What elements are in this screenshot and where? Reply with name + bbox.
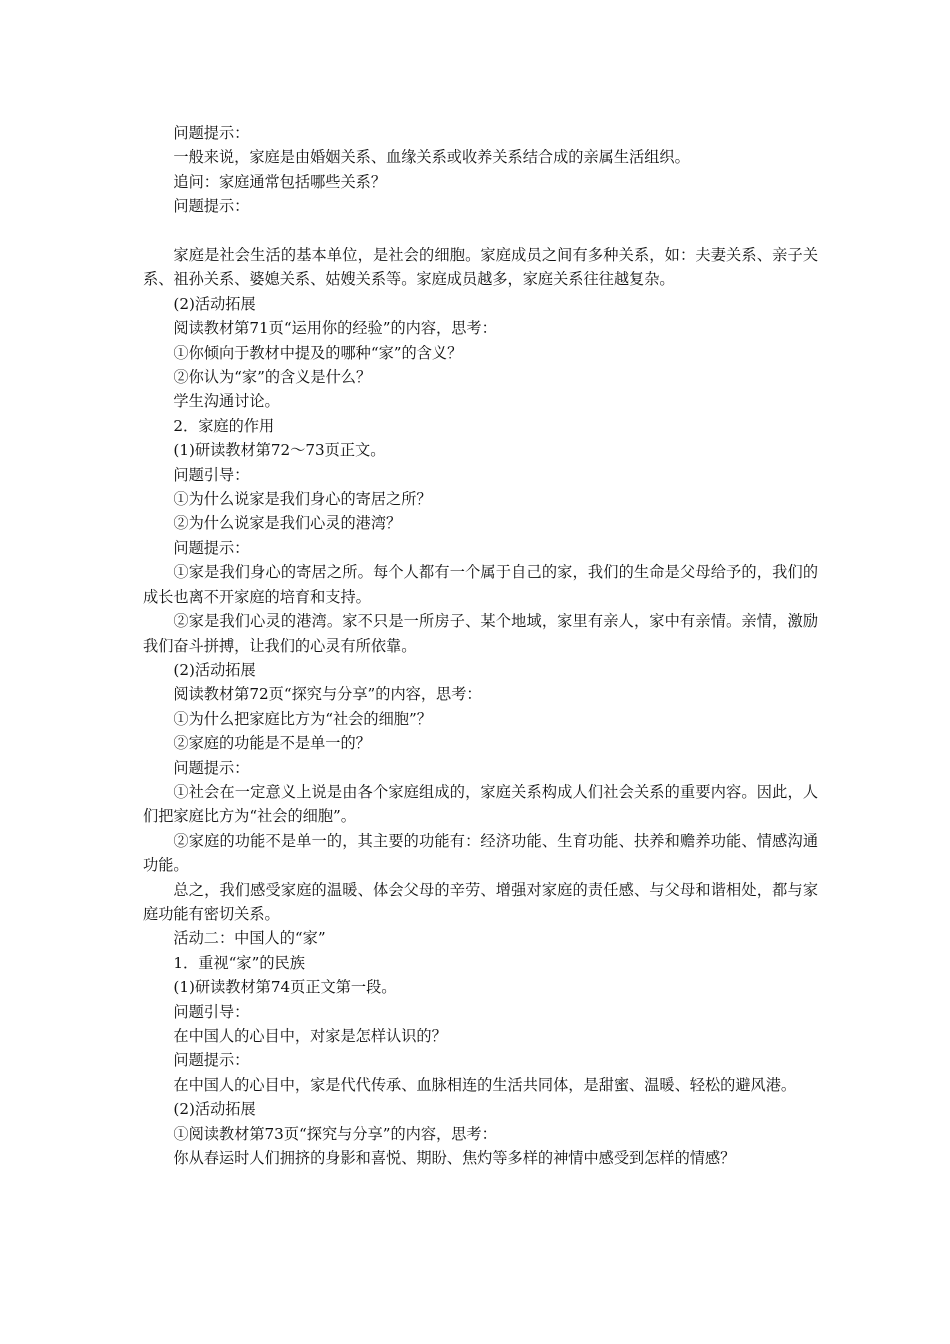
paragraph: 问题提示： bbox=[173, 758, 250, 777]
paragraph: (1)研读教材第74页正文第一段。 bbox=[173, 978, 397, 997]
paragraph: 在中国人的心目中，家是代代传承、血脉相连的生活共同体，是甜蜜、温暖、轻松的避风港。 bbox=[173, 1075, 797, 1094]
paragraph: (1)研读教材第72～73页正文。 bbox=[173, 441, 386, 460]
paragraph: (2)活动拓展 bbox=[173, 660, 256, 679]
paragraph: 学生沟通讨论。 bbox=[173, 392, 280, 411]
paragraph: 阅读教材第71页“运用你的经验”的内容，思考： bbox=[173, 319, 497, 338]
paragraph: 总之，我们感受家庭的温暖、体会父母的辛劳、增强对家庭的责任感、与父母和谐相处，都与家庭功能有密切关系。 bbox=[143, 880, 818, 923]
paragraph: ②为什么说家是我们心灵的港湾？ bbox=[173, 514, 402, 533]
paragraph: ②家庭的功能不是单一的，其主要的功能有：经济功能、生育功能、扶养和赡养功能、情感沟通功能。 bbox=[143, 831, 818, 875]
document-body bbox=[143, 121, 818, 1170]
paragraph: 问题提示： bbox=[173, 197, 250, 216]
paragraph: ①家是我们身心的寄居之所。每个人都有一个属于自己的家，我们的生命是父母给予的，我们的成长也离不开家庭的培育和支持。 bbox=[143, 563, 818, 606]
paragraph: 你从春运时人们拥挤的身影和喜悦、期盼、焦灼等多样的神情中感受到怎样的情感？ bbox=[173, 1149, 736, 1168]
section-heading: 1．重视“家”的民族 bbox=[173, 953, 305, 972]
paragraph: 阅读教材第72页“探究与分享”的内容，思考： bbox=[173, 685, 482, 704]
paragraph: 问题引导： bbox=[173, 465, 250, 484]
paragraph: (2)活动拓展 bbox=[173, 1100, 256, 1119]
paragraph: ①阅读教材第73页“探究与分享”的内容，思考： bbox=[173, 1124, 497, 1143]
paragraph: ①为什么把家庭比方为“社会的细胞”？ bbox=[173, 709, 432, 728]
paragraph: ②家庭的功能是不是单一的？ bbox=[173, 734, 371, 753]
paragraph: ①社会在一定意义上说是由各个家庭组成的，家庭关系构成人们社会关系的重要内容。因此，人们把家庭比方为“社会的细胞”。 bbox=[143, 782, 818, 826]
blank-line bbox=[143, 219, 818, 243]
paragraph: 问题提示： bbox=[173, 538, 250, 557]
paragraph: 在中国人的心目中，对家是怎样认识的？ bbox=[173, 1027, 447, 1046]
paragraph: ②你认为“家”的含义是什么？ bbox=[173, 368, 372, 387]
section-heading: 2．家庭的作用 bbox=[173, 416, 275, 435]
paragraph: 问题提示： bbox=[173, 124, 250, 142]
section-heading: 活动二：中国人的“家” bbox=[173, 929, 326, 948]
paragraph: ②家是我们心灵的港湾。家不只是一所房子、某个地域，家里有亲人，家中有亲情。亲情，激励我们奋斗拼搏，让我们的心灵有所依靠。 bbox=[143, 612, 818, 655]
paragraph: 问题提示： bbox=[173, 1051, 250, 1070]
paragraph: 追问：家庭通常包括哪些关系？ bbox=[173, 172, 387, 191]
paragraph: 一般来说，家庭是由婚姻关系、血缘关系或收养关系结合成的亲属生活组织。 bbox=[173, 148, 690, 167]
paragraph: (2)活动拓展 bbox=[173, 294, 256, 313]
paragraph: 家庭是社会生活的基本单位，是社会的细胞。家庭成员之间有多种关系，如：夫妻关系、亲子关系、祖孙关系、婆媳关系、姑嫂关系等。家庭成员越多，家庭关系往往越复杂。 bbox=[143, 246, 818, 289]
paragraph: 问题引导： bbox=[173, 1002, 250, 1021]
paragraph: ①你倾向于教材中提及的哪种“家”的含义？ bbox=[173, 343, 463, 362]
paragraph: ①为什么说家是我们身心的寄居之所？ bbox=[173, 490, 432, 509]
